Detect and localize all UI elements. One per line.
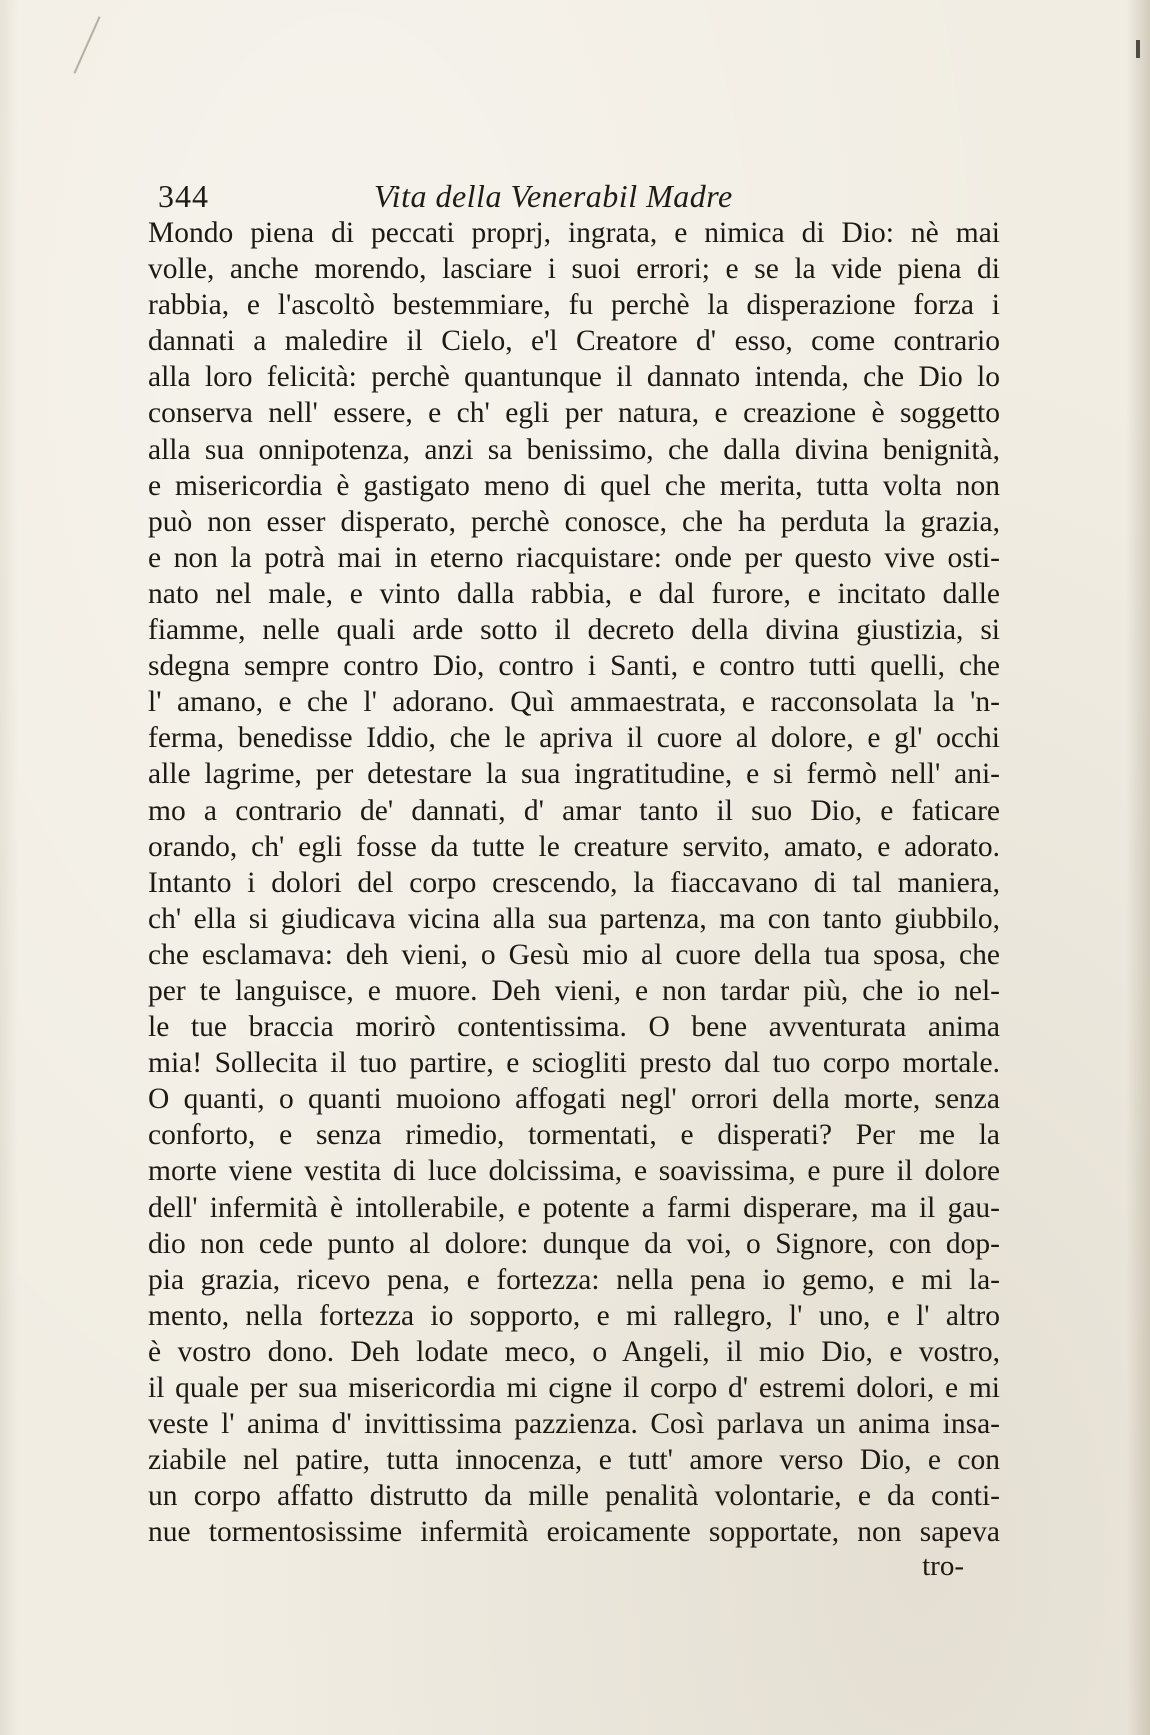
- text-line: le tue braccia morirò contentissima. O bene avventurata anima: [148, 1011, 1000, 1044]
- text-line: Mondo piena di peccati proprj, ingrata, e nimica di Dio: nè mai: [148, 217, 1000, 249]
- pencil-mark: [73, 16, 100, 73]
- text-line: per te languisce, e muore. Deh vieni, e non tardar più, che io nel-: [148, 974, 1000, 1007]
- text-line: orando, ch' egli fosse da tutte le creature servito, amato, e adorato.: [148, 830, 1000, 863]
- text-line: dell' infermità è intollerabile, e potente a farmi disperare, ma il gau-: [148, 1191, 1000, 1224]
- text-line: un corpo affatto distrutto da mille penalità volontarie, e da conti-: [148, 1480, 1000, 1513]
- running-title: Vita della Venerabil Madre: [374, 178, 733, 214]
- text-line: veste l' anima d' invittissima pazzienza. Così parlava un anima insa-: [148, 1408, 1000, 1441]
- text-line: morte viene vestita di luce dolcissima, e soavissima, e pure il dolore: [148, 1155, 1000, 1188]
- text-line: e non la potrà mai in eterno riacquistare: onde per questo vive osti-: [148, 541, 1000, 574]
- text-line: volle, anche morendo, lasciare i suoi errori; e se la vide piena di: [148, 253, 1000, 286]
- text-line: che esclamava: deh vieni, o Gesù mio al cuore della tua sposa, che: [148, 938, 1000, 971]
- text-line: e misericordia è gastigato meno di quel che merita, tutta volta non: [148, 469, 1000, 502]
- text-line: ch' ella si giudicava vicina alla sua partenza, ma con tanto giubbilo,: [148, 902, 1000, 935]
- text-line: Intanto i dolori del corpo crescendo, la fiaccavano di tal maniera,: [148, 866, 1000, 899]
- text-line: alla loro felicità: perchè quantunque il dannato intenda, che Dio lo: [148, 361, 1000, 394]
- text-line: mento, nella fortezza io sopporto, e mi rallegro, l' uno, e l' altro: [148, 1299, 1000, 1332]
- text-line: sdegna sempre contro Dio, contro i Santi, e contro tutti quelli, che: [148, 650, 1000, 683]
- text-line: conforto, e senza rimedio, tormentati, e disperati? Per me la: [148, 1119, 1000, 1152]
- text-line: ziabile nel patire, tutta innocenza, e tutt' amore verso Dio, e con: [148, 1444, 1000, 1477]
- body-text: [148, 215, 1000, 1550]
- text-line: dannati a maledire il Cielo, e'l Creatore d' esso, come contrario: [148, 325, 1000, 358]
- text-line: mo a contrario de' dannati, d' amar tanto il suo Dio, e faticare: [148, 794, 1000, 827]
- text-line: il quale per sua misericordia mi cigne il corpo d' estremi dolori, e mi: [148, 1372, 1000, 1404]
- page-number: 344: [158, 178, 209, 214]
- text-line: alla sua onnipotenza, anzi sa benissimo, che dalla divina benignità,: [148, 433, 1000, 466]
- edge-ink-mark: [1136, 40, 1140, 58]
- text-line: l' amano, e che l' adorano. Quì ammaestrata, e racconsolata la 'n-: [148, 686, 1000, 719]
- text-line: mia! Sollecita il tuo partire, e sciogliti presto dal tuo corpo mortale.: [148, 1047, 1000, 1080]
- text-line: dio non cede punto al dolore: dunque da voi, o Signore, con dop-: [148, 1227, 1000, 1260]
- text-line: può non esser disperato, perchè conosce, che ha perduta la grazia,: [148, 505, 1000, 538]
- text-line: rabbia, e l'ascoltò bestemmiare, fu perchè la disperazione forza i: [148, 289, 1000, 322]
- text-line: è vostro dono. Deh lodate meco, o Angeli, il mio Dio, e vostro,: [148, 1335, 1000, 1368]
- text-line: conserva nell' essere, e ch' egli per natura, e creazione è soggetto: [148, 397, 1000, 430]
- catchword: tro-: [922, 1550, 964, 1582]
- text-line: fiamme, nelle quali arde sotto il decreto della divina giustizia, si: [148, 614, 1000, 647]
- text-line: O quanti, o quanti muoiono affogati negl' orrori della morte, senza: [148, 1083, 1000, 1116]
- text-line: nue tormentosissime infermità eroicamente sopportate, non sapeva: [148, 1516, 1000, 1549]
- text-line: pia grazia, ricevo pena, e fortezza: nella pena io gemo, e mi la-: [148, 1263, 1000, 1296]
- text-line: ferma, benedisse Iddio, che le apriva il cuore al dolore, e gl' occhi: [148, 722, 1000, 755]
- text-line: nato nel male, e vinto dalla rabbia, e dal furore, e incitato dalle: [148, 577, 1000, 610]
- text-line: alle lagrime, per detestare la sua ingratitudine, e si fermò nell' ani-: [148, 758, 1000, 791]
